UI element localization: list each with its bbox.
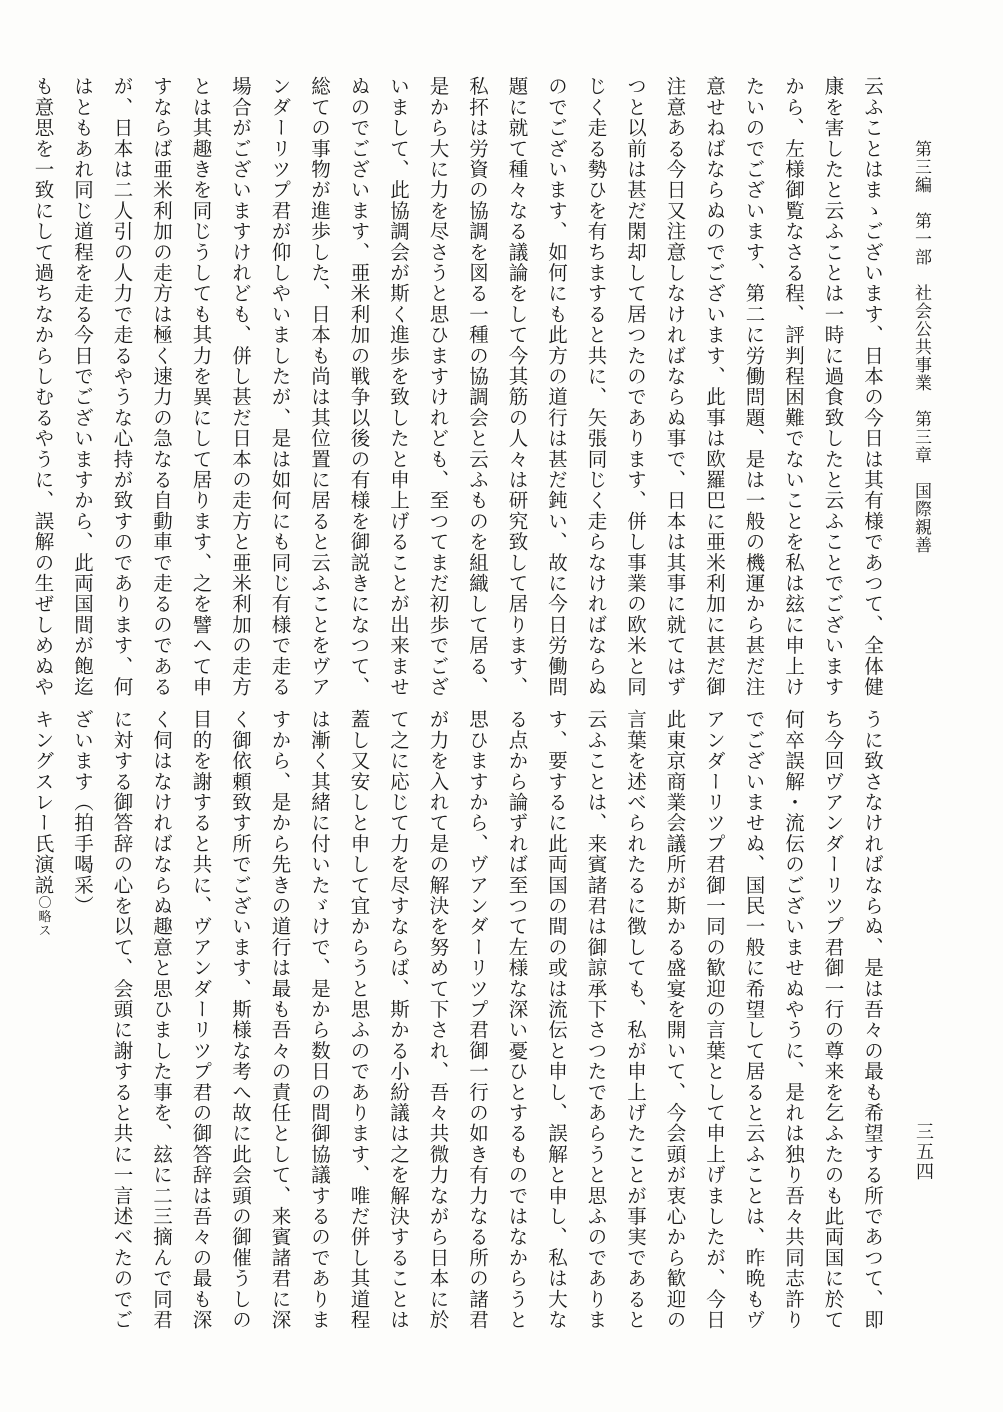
text-line: が力を入れて是の解決を努めて下され、吾々共微力ながら日本に於 bbox=[426, 709, 450, 1330]
text-line: は漸く其緒に付いたゞけで、是から数日の間御協議するのでありま bbox=[308, 709, 331, 1330]
upper-text-block bbox=[31, 76, 892, 698]
text-line: ンダーリツプ君が仰しやいましたが、是は如何にも同じ有様で走る bbox=[268, 76, 292, 698]
omission-note: 〇略ス bbox=[35, 895, 51, 938]
speech-heading bbox=[23, 709, 63, 1329]
text-line: も意思を一致にして過ちなからしむるやうに、誤解の生ぜしめぬや bbox=[31, 76, 55, 697]
text-line: ざいます（拍手喝采） bbox=[71, 709, 94, 916]
speech-title: キングスレー氏演説 bbox=[31, 709, 55, 896]
text-line: 意せねばならぬのでございます、此事は欧羅巴に亜米利加に甚だ御 bbox=[703, 76, 726, 697]
text-line: く御依頼致す所でございます、斯様な考へ故に此会頭の御催うしの bbox=[229, 709, 252, 1330]
text-line: うに致さなければならぬ、是は吾々の最も希望する所であつて、即 bbox=[861, 709, 884, 1330]
text-line: す、要するに此両国の間の或は流伝と申し、誤解と申し、私は大な bbox=[545, 709, 568, 1330]
text-line: 総ての事物が進歩した、日本も尚は其位置に居ると云ふことをヴア bbox=[308, 76, 331, 697]
text-line: 蓋し又安しと申して宜からうと思ふのであります、唯だ併し其道程 bbox=[347, 709, 371, 1330]
text-line: たいのでございます、第二に労働問題、是は一般の機運から甚だ注 bbox=[742, 76, 766, 697]
text-line: に対する御答辞の心を以て、会頭に謝すると共に一言述べたのでご bbox=[110, 709, 134, 1330]
text-line: 場合がございますけれども、併し甚だ日本の走方と亜米利加の走方 bbox=[229, 76, 252, 697]
text-line: でございませぬ、国民一般に希望して居ると云ふことは、昨晩もヴ bbox=[742, 709, 766, 1330]
text-line: 注意ある今日又注意しなければならぬ事で、日本は其事に就てはず bbox=[663, 76, 687, 697]
text-line: 目的を謝すると共に、ヴアンダーリツプ君の御答辞は吾々の最も深 bbox=[189, 709, 213, 1330]
text-line: のでございます、如何にも此方の道行は甚だ鈍い、故に今日労働問 bbox=[545, 76, 568, 697]
running-header: 第三編 第一部 社会公共事業 第三章 国際親善 bbox=[911, 140, 931, 554]
text-line: はともあれ同じ道程を走る今日でございますから、此両国間が飽迄 bbox=[71, 76, 94, 697]
text-line: すから、是から先きの道行は最も吾々の責任として、来賓諸君に深 bbox=[268, 709, 292, 1330]
text-line: いまして、此協調会が斯く進歩を致したと申上げることが出来ませ bbox=[387, 76, 410, 697]
text-line: 題に就て種々なる議論をして今其筋の人々は研究致して居ります、 bbox=[505, 76, 529, 697]
page-number: 三五四 bbox=[913, 1122, 934, 1182]
text-line: 此東京商業会議所が斯かる盛宴を開いて、今会頭が衷心から歓迎の bbox=[663, 709, 687, 1330]
text-line: とは其趣きを同じうしても其力を異にして居ります、之を譬へて申 bbox=[189, 76, 213, 697]
text-line: じく走る勢ひを有ちますると共に、矢張同じく走らなければならぬ bbox=[584, 76, 608, 697]
lower-text-block bbox=[31, 709, 892, 1330]
text-line: 云ふことは、来賓諸君は御諒承下さつたであらうと思ふのでありま bbox=[584, 709, 608, 1330]
text-line: 思ひますから、ヴアンダーリツプ君御一行の如き有力なる所の諸君 bbox=[466, 709, 489, 1330]
text-line: 何卒誤解・流伝のございませぬやうに、是れは独り吾々共同志許り bbox=[782, 709, 805, 1330]
text-line: ち今回ヴアンダーリツプ君御一行の尊来を乞ふたのも此両国に於て bbox=[821, 709, 845, 1330]
text-line: 私抔は労資の協調を図る一種の協調会と云ふものを組織して居る、 bbox=[466, 76, 489, 697]
text-line: つと以前は甚だ閑却して居つたのであります、併し事業の欧米と同 bbox=[624, 76, 647, 697]
text-line: すならば亜米利加の走方は極く速力の急なる自動車で走るのである bbox=[150, 76, 173, 697]
text-line: ぬのでございます、亜米利加の戦争以後の有様を御説きになつて、 bbox=[347, 76, 371, 697]
text-line: て之に応じて力を尽すならば、斯かる小紛議は之を解決することは bbox=[387, 709, 410, 1330]
text-line: アンダーリツプ君御一同の歓迎の言葉として申上げましたが、今日 bbox=[703, 709, 726, 1330]
text-line: から、左様御覧なさる程、評判程困難でないことを私は玆に申上け bbox=[782, 76, 805, 697]
text-line: 言葉を述べられたるに徴しても、私が申上げたことが事実であると bbox=[624, 709, 647, 1330]
text-line: 是から大に力を尽さうと思ひますけれども、至つてまだ初歩でござ bbox=[426, 76, 450, 697]
text-line: 云ふことはまゝございます、日本の今日は其有様であつて、全体健 bbox=[861, 76, 884, 697]
text-line: が、日本は二人引の人力で走るやうな心持が致すのであります、何 bbox=[110, 76, 134, 697]
text-line: 康を害したと云ふことは一時に過食致したと云ふことでございます bbox=[821, 76, 845, 697]
text-line: く伺はなければならぬ趣意と思ひました事を、玆に二三摘んで同君 bbox=[150, 709, 173, 1330]
text-line: る点から論ずれば至つて左様な深い憂ひとするものではなからうと bbox=[505, 709, 529, 1330]
